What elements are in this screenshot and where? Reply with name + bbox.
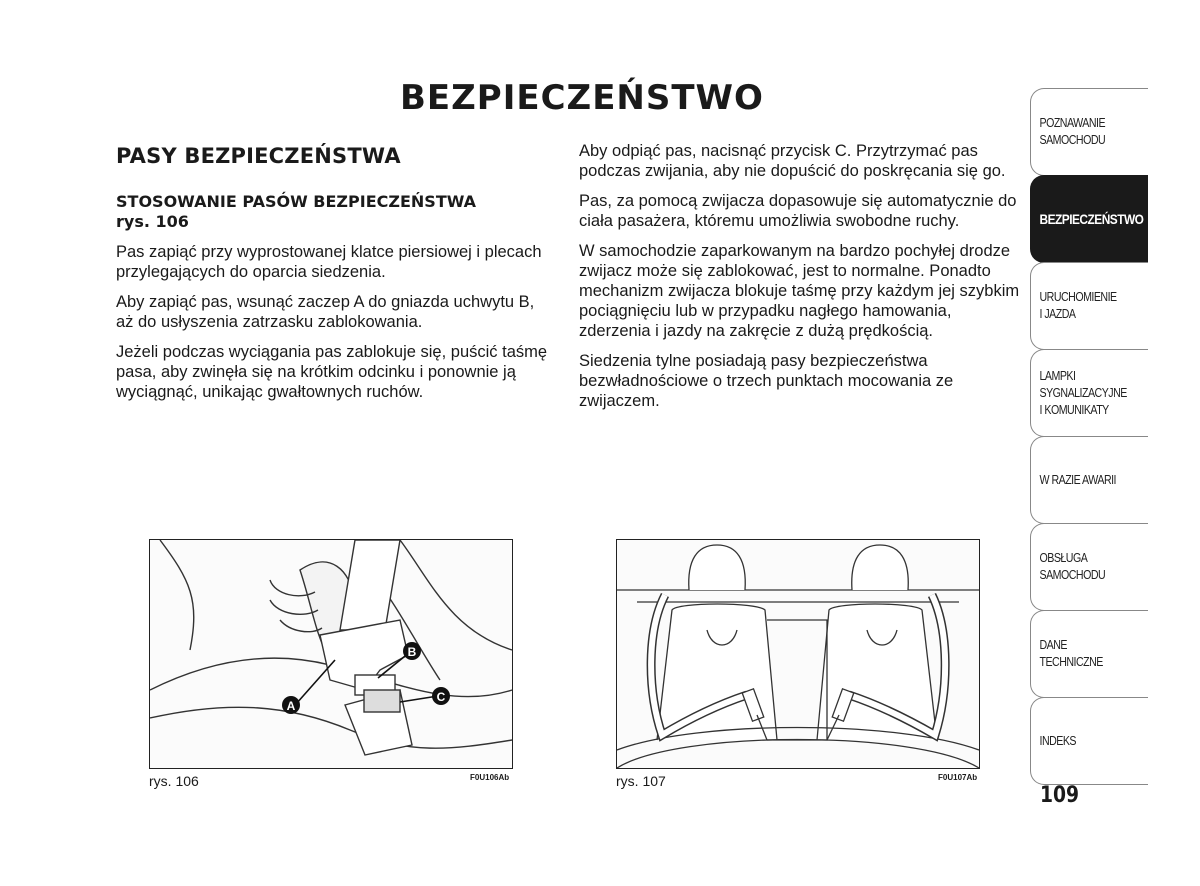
paragraph: W samochodzie zaparkowanym na bardzo pochyłej drodze zwijacz może się zablokować, jest to normalne. Ponadto mechanizm zwijacza blokuje taśmę przy każdym jej szybkim pociągnięciu lub w przypadku nagłego hamowania, zderzenia i jazdy na zakręcie z dużą prędkością. <box>579 242 1020 340</box>
label-b: B <box>407 645 417 659</box>
paragraph: Jeżeli podczas wyciągania pas zablokuje się, puścić taśmę pasa, aby zwinęła się na krótkim odcinku i ponownie ją wyciągnąć, unikając gwałtownych ruchów. <box>116 343 548 401</box>
figure-caption: rys. 106 <box>149 773 199 789</box>
tab-label: OBSŁUGA SAMOCHODU <box>1039 551 1106 582</box>
tab-uruchomienie-i-jazda[interactable] <box>1030 262 1148 350</box>
tab-label: INDEKS <box>1039 733 1077 748</box>
tab-label: LAMPKI SYGNALIZACYJNE I KOMUNIKATY <box>1039 368 1127 417</box>
tab-label: POZNAWANIE SAMOCHODU <box>1039 116 1106 147</box>
tab-label: DANE TECHNICZNE <box>1039 638 1103 669</box>
subsection-ref: rys. 106 <box>116 212 189 231</box>
paragraph: Aby odpiąć pas, nacisnąć przycisk C. Przytrzymać pas podczas zwijania, aby nie dopuścić do poskręcania się go. <box>579 142 1006 180</box>
figure-106-buckle-illustration <box>149 539 513 769</box>
tab-label: URUCHOMIENIE I JAZDA <box>1039 290 1117 321</box>
chapter-tabs <box>1030 88 1148 784</box>
tab-label: W RAZIE AWARII <box>1039 472 1116 487</box>
tab-indeks[interactable] <box>1030 697 1148 785</box>
page-title: BEZPIECZEŃSTWO <box>400 78 764 118</box>
label-c: C <box>436 690 446 704</box>
figure-107-rear-seats-illustration <box>616 539 980 769</box>
tab-poznawanie-samochodu[interactable] <box>1030 88 1148 176</box>
tab-lampki-sygnalizacyjne[interactable] <box>1030 349 1148 437</box>
label-a: A <box>286 699 296 713</box>
page-number: 109 <box>1040 783 1080 808</box>
left-column <box>116 140 556 412</box>
figure-code: F0U106Ab <box>470 773 510 782</box>
subsection-title <box>116 192 556 232</box>
paragraph: Aby zapiąć pas, wsunąć zaczep A do gniazda uchwytu B, aż do usłyszenia zatrzasku zablokowania. <box>116 293 535 331</box>
subsection-title-text: STOSOWANIE PASÓW BEZPIECZEŃSTWA <box>116 192 477 211</box>
paragraph: Siedzenia tylne posiadają pasy bezpieczeństwa bezwładnościowe o trzech punktach mocowania ze zwijaczem. <box>579 352 954 410</box>
tab-bezpieczenstwo[interactable] <box>1030 175 1148 263</box>
section-title: PASY BEZPIECZEŃSTWA <box>116 144 401 168</box>
tab-dane-techniczne[interactable] <box>1030 610 1148 698</box>
figure-caption: rys. 107 <box>616 773 666 789</box>
paragraph: Pas zapiąć przy wyprostowanej klatce piersiowej i plecach przylegających do oparcia siedzenia. <box>116 243 542 281</box>
paragraph: Pas, za pomocą zwijacza dopasowuje się automatycznie do ciała pasażera, któremu umożliwia swobodne ruchy. <box>579 192 1017 230</box>
tab-label: BEZPIECZEŃSTWO <box>1039 210 1144 227</box>
right-column <box>579 141 1024 421</box>
buckle-drawing <box>150 540 512 768</box>
figure-code: F0U107Ab <box>938 773 978 782</box>
rear-seats-drawing <box>617 540 979 768</box>
tab-w-razie-awarii[interactable] <box>1030 436 1148 524</box>
tab-obsluga-samochodu[interactable] <box>1030 523 1148 611</box>
